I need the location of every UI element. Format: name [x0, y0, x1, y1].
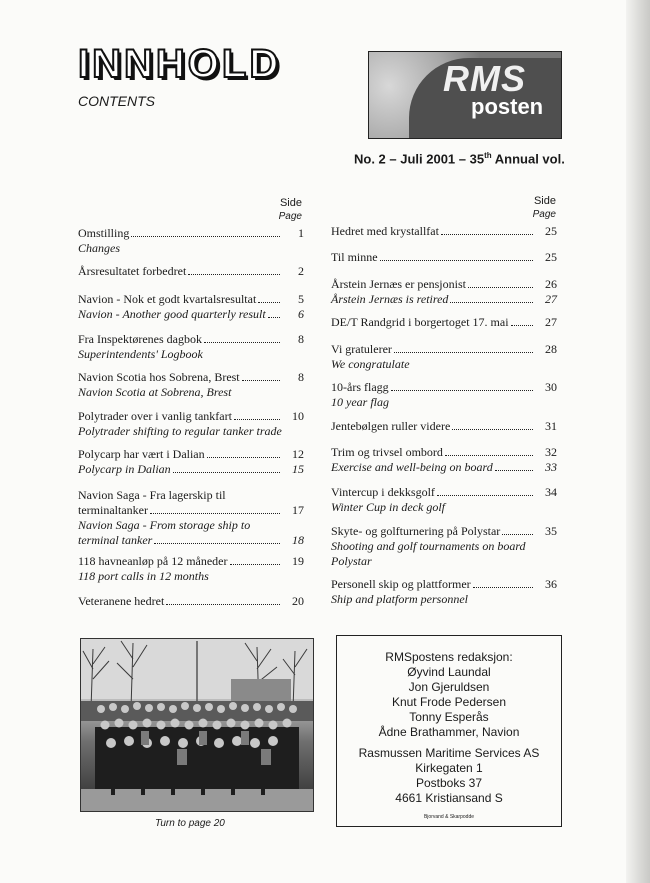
toc-entry[interactable]: Polycarp har vært i Dalian 12 Polycarp in Dalian 15: [78, 447, 304, 476]
toc-entry[interactable]: Hedret med krystallfat 25: [331, 224, 557, 238]
toc-entry[interactable]: Veteranene hedret 20: [78, 594, 304, 608]
toc-entry[interactable]: Jentebølgen ruller videre 31: [331, 419, 557, 433]
toc-entry[interactable]: Til minne 25: [331, 250, 557, 264]
toc-entry[interactable]: Omstilling 1 Changes: [78, 226, 304, 255]
right-page-column-header: Side Page: [532, 195, 556, 220]
page-edge-shadow: [626, 0, 650, 883]
rmsposten-logo: [368, 51, 562, 139]
toc-entry[interactable]: Fra Inspektørenes dagbok 8 Superintendents' Logbook: [78, 332, 304, 361]
page-subtitle: CONTENTS: [78, 93, 155, 109]
editor-name: Tonny Esperås: [409, 710, 489, 724]
editorial-box: [336, 635, 562, 827]
print-credit: Bjorvand & Skarpodde: [423, 814, 475, 820]
toc-entry[interactable]: Årstein Jernæs er pensjonist 26 Årstein Jernæs is retired 27: [331, 277, 557, 306]
page-title: INNHOLD: [78, 42, 282, 86]
address-line: Kirkegaten 1: [415, 761, 483, 775]
toc-entry[interactable]: Navion - Nok et godt kvartalsresultat 5 Navion - Another good quarterly result 6: [78, 292, 304, 321]
photo-caption: Turn to page 20: [155, 818, 225, 829]
editor-name: Ådne Brathammer, Navion: [378, 725, 520, 739]
toc-entry[interactable]: Skyte- og golfturnering på Polystar 35 Shooting and golf tournaments on board Polystar: [331, 524, 557, 568]
left-page-column-header: Side Page: [278, 197, 302, 222]
toc-entry[interactable]: Navion Saga - Fra lagerskip til terminaltanker 17 Navion Saga - From storage ship to terminal tanker 18: [78, 488, 304, 547]
address-line: 4661 Kristiansand S: [395, 791, 503, 805]
editor-name: Knut Frode Pedersen: [391, 695, 507, 709]
toc-entry[interactable]: Vi gratulerer 28 We congratulate: [331, 342, 557, 371]
toc-entry[interactable]: 10-års flagg 30 10 year flag: [331, 380, 557, 409]
editor-name: Øyvind Laundal: [407, 665, 491, 679]
toc-entry[interactable]: Polytrader over i vanlig tankfart 10 Polytrader shifting to regular tanker trade: [78, 409, 304, 438]
issue-line: No. 2 – Juli 2001 – 35th Annual vol.: [354, 151, 565, 167]
group-photo[interactable]: [80, 638, 314, 812]
logo-word-rms: RMS: [443, 58, 526, 99]
toc-entry[interactable]: Vintercup i dekksgolf 34 Winter Cup in deck golf: [331, 485, 557, 514]
toc-entry[interactable]: Trim og trivsel ombord 32 Exercise and well-being on board 33: [331, 445, 557, 474]
editor-name: Jon Gjeruldsen: [408, 680, 490, 694]
toc-entry[interactable]: Navion Scotia hos Sobrena, Brest 8 Navion Scotia at Sobrena, Brest: [78, 370, 304, 399]
address-line: Postboks 37: [415, 776, 483, 790]
toc-entry[interactable]: DE/T Randgrid i borgertoget 17. mai 27: [331, 315, 557, 329]
toc-entry[interactable]: Personell skip og plattformer 36 Ship and platform personnel: [331, 577, 557, 606]
address-line: Rasmussen Maritime Services AS: [358, 746, 540, 760]
editorial-heading: RMSpostens redaksjon:: [385, 650, 513, 664]
toc-entry[interactable]: 118 havneanløp på 12 måneder 19 118 port calls in 12 months: [78, 554, 304, 583]
toc-entry[interactable]: Årsresultatet forbedret 2: [78, 264, 304, 278]
logo-word-posten: posten: [471, 94, 544, 119]
